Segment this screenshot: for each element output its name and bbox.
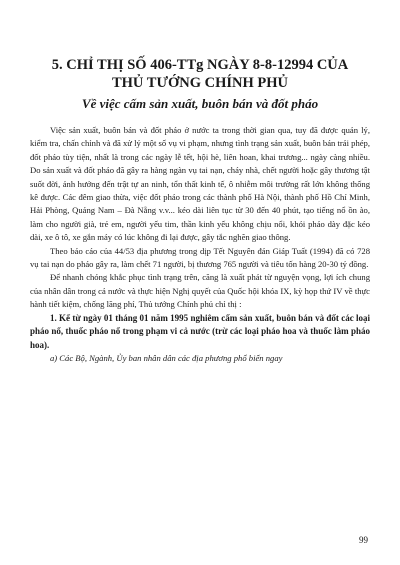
paragraph-1: Việc sản xuất, buôn bán và đốt pháo ở nước ta trong thời gian qua, tuy đã được quản lý, kiểm tra, chấn chỉnh và đã xử lý một số vụ vi phạm, nhưng tình trạng sản xuất, buôn bán trái phép, đốt pháo tùy tiện, nhất là trong các ngày lễ tết, hội hè, liên hoan, khai trương... ngày càng nhiều. Do sản xuất và đốt pháo đã gây ra hàng ngàn vụ tai nạn, cháy nhà, chết người hoặc gây thương tật suốt đời, ảnh hưởng đến trật tự an ninh, tổn thất kinh tế, ô nhiễm môi trường rất lớn không thống kê được. Các đêm giao thừa, việc đốt pháo trong các thành phố Hà Nội, thành phố Hồ Chí Minh, Hải Phòng, Quảng Nam – Đà Nẵng v.v... kéo dài liên tục từ 30 đến 40 phút, tạo tiếng nổ ồn ào, làm cho người già, trẻ em, người yếu tim, thần kinh yếu không chịu nổi, khói pháo dày đặc kéo dài, xe ô tô, xe gắn máy có lúc không đi lại được, gây tắc nghẽn giao thông. <box>30 125 370 243</box>
document-subtitle: Về việc cấm sản xuất, buôn bán và đốt pháo <box>81 96 319 111</box>
title-line-2: THỦ TƯỚNG CHÍNH PHỦ <box>111 75 289 91</box>
title-line-1: 5. CHỈ THỊ SỐ 406-TTg NGÀY 8-8-12994 CỦA <box>51 57 349 73</box>
paragraph-2: Theo báo cáo của 44/53 địa phương trong dịp Tết Nguyên đán Giáp Tuất (1994) đã có 728 vụ tai nạn do pháo gây ra, làm chết 71 người, bị thương 765 người và tiêu tốn hàng 20-30 tỷ đồng. <box>30 245 370 270</box>
paragraph-3: Để nhanh chóng khắc phục tình trạng trên, căng là xuất phát từ nguyện vọng, lợi ích chung của nhân dân trong cả nước và thực hiện Nghị quyết của Quốc hội khóa IX, kỳ họp thứ IV về thực hành tiết kiệm, chống lãng phí, Thủ tướng Chính phủ chỉ thị : <box>30 272 370 310</box>
page-number: 99 <box>359 535 368 545</box>
directive-item-1: 1. Kể từ ngày 01 tháng 01 năm 1995 nghiêm cấm sản xuất, buôn bán và đốt các loại pháo nổ, thuốc pháo nổ trong phạm vi cả nước (trừ các loại pháo hoa và thuốc làm pháo hoa). <box>30 312 370 350</box>
directive-item-1a: a) Các Bộ, Ngành, Ủy ban nhân dân các địa phương phổ biến ngay <box>50 352 283 363</box>
document-title <box>30 56 370 92</box>
